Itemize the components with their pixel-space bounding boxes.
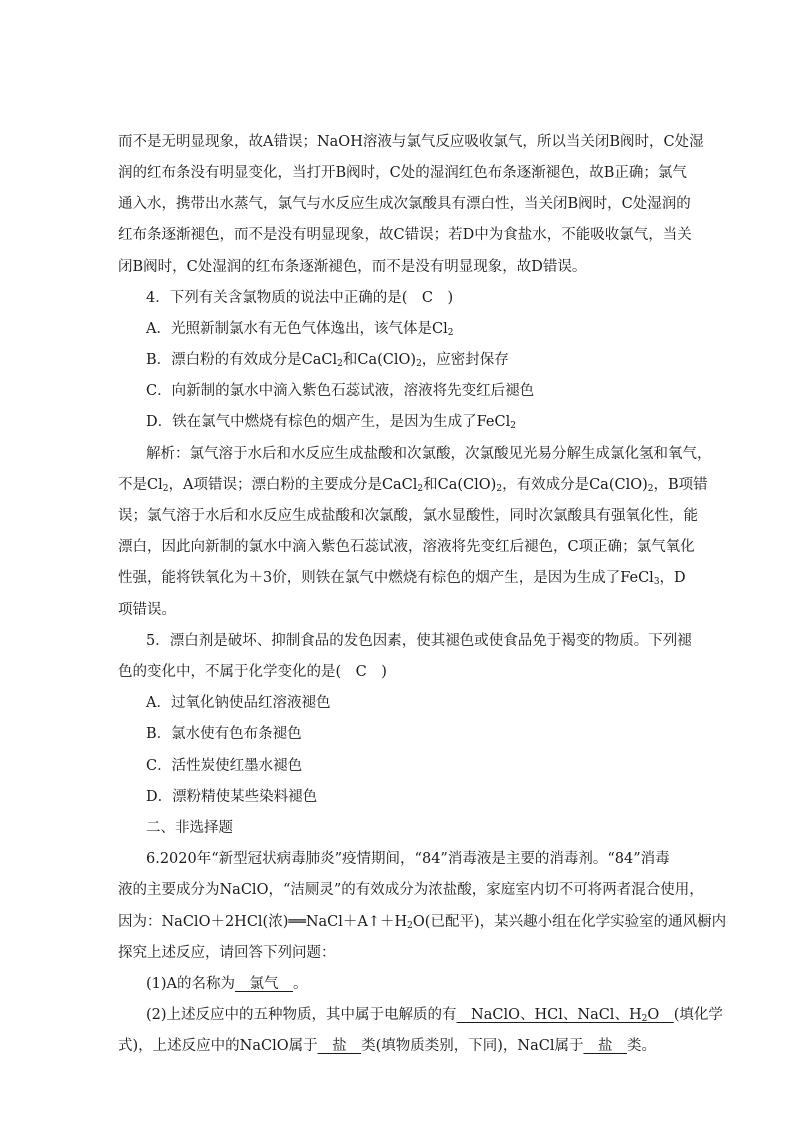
option-text: B．漂白粉的有效成分是CaCl [146, 352, 338, 368]
question-4-option-c: C．向新制的氯水中滴入紫色石蕊试液，溶液将先变红后褪色 [146, 383, 535, 399]
question-5-stem: 色的变化中，不属于化学变化的是( C ) [118, 664, 387, 680]
analysis-line: 项错误。 [118, 602, 176, 618]
subscript: 2 [496, 484, 503, 494]
subscript: 2 [647, 484, 654, 494]
question-4-option-a [146, 318, 453, 340]
question-6-part-2 [118, 1035, 656, 1057]
section-title: 二、非选择题 [146, 820, 233, 836]
text-line: 闭B阀时，C处湿润的红布条逐渐褪色，而不是没有明显现象，故D错误。 [118, 259, 587, 275]
answer-text: O [647, 1007, 674, 1023]
question-4-option-b [146, 349, 509, 371]
question-6-part-1 [146, 973, 308, 995]
question-text: 式)，上述反应中的NaClO属于 [118, 1038, 318, 1054]
question-text: (填化学 [673, 1007, 723, 1023]
subscript: 2 [447, 328, 454, 338]
answer-text: NaClO、HCl、NaCl、H [456, 1007, 642, 1023]
option-text: 和Ca(ClO) [342, 352, 417, 368]
question-6-line [118, 911, 726, 933]
option-text: ，应密封保存 [421, 352, 509, 368]
question-6-part-2 [146, 1004, 723, 1026]
question-6-line: 液的主要成分为NaClO，“洁厕灵”的有效成分为浓盐酸，家庭室内切不可将两者混合使用， [118, 882, 704, 898]
analysis-text: 不是Cl [118, 477, 163, 493]
question-6-line: 6.2020年“新型冠状病毒肺炎”疫情期间，“84”消毒液是主要的消毒剂。“84”消毒 [146, 851, 670, 867]
question-5-option-d: D．漂粉精使某些染料褪色 [146, 789, 318, 805]
subscript: 3 [653, 577, 660, 587]
analysis-line: 解析：氯气溶于水后和水反应生成盐酸和次氯酸，次氯酸见光易分解生成氯化氢和氧气， [146, 446, 712, 462]
analysis-text: ，A项错误；漂白粉的主要成分是CaCl [168, 477, 418, 493]
subscript: 2 [641, 1014, 648, 1024]
question-5-option-a: A．过氧化钠使品红溶液褪色 [146, 695, 331, 711]
question-4-option-d [146, 411, 516, 433]
subscript: 2 [337, 359, 343, 369]
question-5-option-b: B．氯水使有色布条褪色 [146, 726, 302, 742]
question-text: 。 [293, 976, 308, 992]
analysis-line [118, 567, 686, 589]
text-line: 红布条逐渐褪色，而不是没有明显现象，故C错误；若D中为食盐水，不能吸收氯气，当关 [118, 227, 692, 243]
answer-blank: 盐 [317, 1038, 362, 1054]
question-6-line: 探究上述反应，请回答下列问题： [118, 945, 336, 961]
analysis-text: 性强，能将铁氧化为＋3价，则铁在氯气中燃烧有棕色的烟产生，是因为生成了FeCl [118, 570, 654, 586]
text-line: 而不是无明显现象，故A错误；NaOH溶液与氯气反应吸收氯气，所以当关闭B阀时，C处湿 [118, 134, 704, 150]
analysis-text: ，D [659, 570, 686, 586]
answer-blank [457, 1007, 674, 1023]
subscript: 2 [416, 359, 422, 369]
answer-blank: 盐 [583, 1038, 627, 1054]
question-5-option-c: C．活性炭使红墨水褪色 [146, 758, 303, 774]
question-text: O(已配平)，某兴趣小组在化学实验室的通风橱内 [412, 914, 727, 930]
analysis-line: 误；氯气溶于水后和水反应生成盐酸和次氯酸，氯水显酸性，同时次氯酸具有强氧化性，能 [118, 508, 698, 524]
analysis-text: ，B项错 [653, 477, 708, 493]
subscript: 2 [407, 921, 413, 931]
question-4-stem: 4．下列有关含氯物质的说法中正确的是( C ) [146, 290, 454, 306]
question-text: (1)A的名称为 [146, 976, 236, 992]
question-text: 类(填物质类别，下同)，NaCl属于 [361, 1038, 584, 1054]
text-line: 通入水，携带出水蒸气，氯气与水反应生成次氯酸具有漂白性，当关闭B阀时，C处湿润的 [118, 196, 691, 212]
question-5-stem: 5．漂白剂是破坏、抑制食品的发色因素，使其褪色或使食品免于褐变的物质。下列褪 [146, 633, 692, 649]
subscript: 2 [510, 421, 516, 431]
subscript: 2 [162, 484, 169, 494]
question-text: (2)上述反应中的五种物质，其中属于电解质的有 [146, 1007, 457, 1023]
question-text: 因为：NaClO＋2HCl(浓)══NaCl＋A↑＋H [118, 914, 408, 930]
question-text: 类。 [627, 1038, 656, 1054]
analysis-text: 和Ca(ClO) [423, 477, 497, 493]
text-line: 润的红布条没有明显变化，当打开B阀时，C处的湿润红色布条逐渐褪色，故B正确；氯气 [118, 165, 687, 181]
option-text: A．光照新制氯水有无色气体逸出，该气体是Cl [146, 321, 448, 337]
answer-blank: 氯气 [235, 976, 294, 992]
analysis-line [118, 474, 708, 496]
option-text: D．铁在氯气中燃烧有棕色的烟产生，是因为生成了FeCl [146, 414, 511, 430]
subscript: 2 [417, 484, 424, 494]
analysis-line: 漂白，因此向新制的氯水中滴入紫色石蕊试液，溶液将先变红后褪色，C项正确；氯气氧化 [118, 539, 695, 555]
analysis-text: ，有效成分是Ca(ClO) [502, 477, 648, 493]
